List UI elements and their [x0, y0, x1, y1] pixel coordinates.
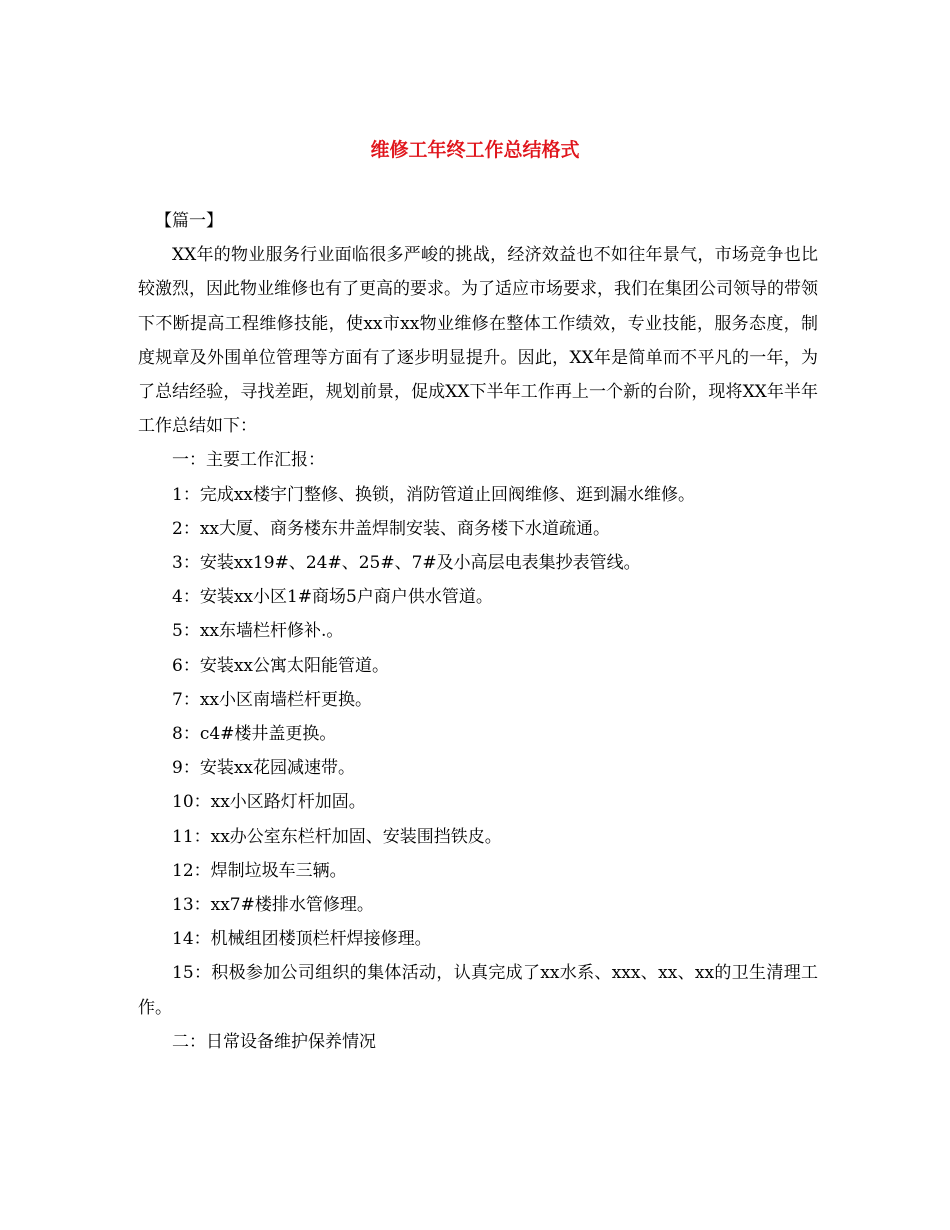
list-item: 4：安装xx小区1#商场5户商户供水管道。: [172, 587, 493, 608]
intro-line: 年工作再上一个新的台阶，现将XX年半年工作总结如下：: [138, 382, 818, 437]
list-item-15: [138, 956, 818, 1024]
list-item: 11：xx办公室东栏杆加固、安装围挡铁皮。: [172, 826, 502, 847]
intro-paragraph: [138, 238, 818, 443]
list-item: 10：xx小区路灯杆加固。: [172, 792, 366, 813]
intro-line: 竞争也比较激烈，因此物业维修也有了更高的要求。为了适应市场要求，我们在集: [138, 245, 818, 300]
list-item: 1：完成xx楼宇门整修、换锁，消防管道止回阀维修、逛到漏水维修。: [172, 484, 695, 505]
list-item: 14：机械组团楼顶栏杆焊接修理。: [172, 929, 432, 950]
document-title: 维修工年终工作总结格式: [370, 139, 580, 161]
list-item: 7：xx小区南墙栏杆更换。: [172, 689, 372, 710]
section-heading-one: 一：主要工作汇报：: [172, 450, 325, 471]
list-item: 8：c4#楼井盖更换。: [172, 724, 337, 745]
list-item-line: 清理工作。: [138, 963, 819, 1018]
list-item-line: 15：积极参加公司组织的集体活动，认真完成了xx水系、xxx、xx、xx的卫生: [172, 963, 767, 984]
list-item: 13：xx7#楼排水管修理。: [172, 895, 374, 916]
intro-line: XX年的物业服务行业面临很多严峻的挑战，经济效益也不如往年景气，市场: [172, 245, 750, 266]
intro-line: 专业技能，服务态度，制度规章及外围单位管理等方面有了逐步明显提升。因此，: [138, 313, 818, 368]
section-heading-two: 二：日常设备维护保养情况: [172, 1031, 376, 1052]
intro-line: 团公司领导的带领下不断提高工程维修技能，使xx市xx物业维修在整体工作绩效，: [138, 279, 818, 334]
document-body: [138, 204, 818, 1059]
list-item: 6：安装xx公寓太阳能管道。: [172, 655, 389, 676]
list-item: 3：安装xx19#、24#、25#、7#及小高层电表集抄表管线。: [172, 553, 641, 574]
list-item: 2：xx大厦、商务楼东井盖焊制安装、商务楼下水道疏通。: [172, 518, 610, 539]
section-tag: 【篇一】: [155, 211, 223, 231]
list-item: 9：安装xx花园减速带。: [172, 758, 355, 779]
intro-line: XX年是简单而不平凡的一年，为了总结经验，寻找差距，规划前景，促成XX下半: [138, 347, 818, 403]
list-item: 12：焊制垃圾车三辆。: [172, 860, 347, 881]
list-item: 5：xx东墙栏杆修补.。: [172, 621, 344, 642]
